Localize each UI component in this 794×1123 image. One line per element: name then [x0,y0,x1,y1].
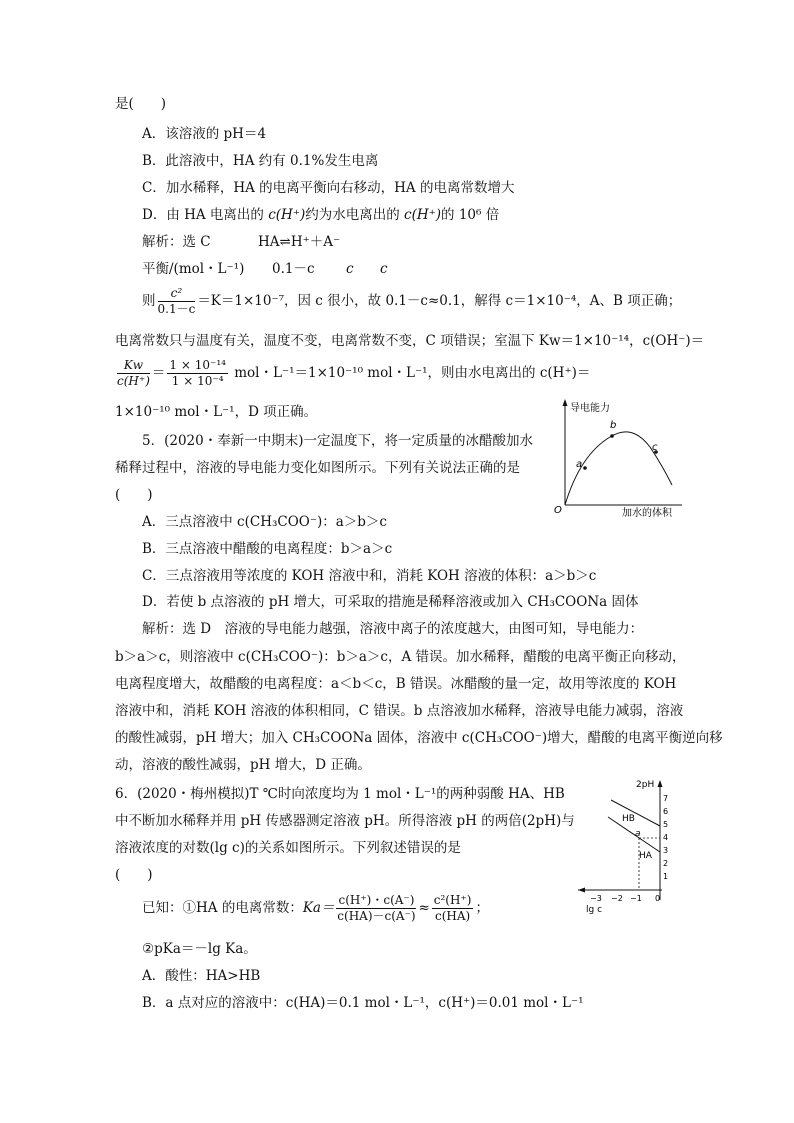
svg-text:3: 3 [663,846,669,855]
calc-fraction: $\frac{\text{c²}}{0.1-c}$ [157,286,196,316]
q6-2ph-figure [578,772,678,920]
svg-text:−2: −2 [611,894,623,903]
q4-option-b: B．此溶液中，HA 约有 0.1%发生电离 [142,153,379,169]
q6-stem-3: 溶液浓度的对数(lg c)的关系如图所示。下列叙述错误的是 [115,840,461,856]
ha-label: HA [639,851,652,861]
ka-approx-fraction: $\frac{\text{c²(H⁺)}}{c(HA)}$ [433,893,472,923]
q5-analysis-2: b＞a＞c，则溶液中 c(CH₃COO⁻)：b＞a＞c，A 错误。加水稀释，醋酸的电离平衡正向移动， [115,649,686,665]
svg-text:2: 2 [663,859,669,868]
q6-known-line: 已知：①HA 的电离常数：Ka＝ $\frac{c(H^+)・c(A^-)}{c(HA)-c(A^-)}$ ≈ $\frac{\text{c²(H⁺)}}{c(HA)}$ ； [142,893,489,923]
ka-fraction: $\frac{c(H^+)・c(A^-)}{c(HA)-c(A^-)}$ [337,893,416,923]
q4-option-d: D．由 HA 电离出的 c(H⁺)约为水电离出的 c(H⁺)的 10⁶ 倍 [142,207,500,223]
q5-stem-2: 稀释过程中，溶液的导电能力变化如图所示。下列有关说法正确的是 [115,460,520,476]
q6-stem-1: 6．(2020・梅州模拟)T ℃时向浓度均为 1 mol・L⁻¹的两种弱酸 HA、HB [115,786,565,802]
q4-line3: $\frac{Kw}{c(H^+)}$ ＝ $\frac{\text{1 × 10⁻¹⁴}}{\text{1 × 10⁻⁴}}$ mol・L⁻¹＝1×10⁻¹⁰ mol・L⁻¹，则由水电离出的 c(H⁺)＝ [117,358,591,388]
q5-analysis-4: 溶液中和，消耗 KOH 溶液的体积相同，C 错误。b 点溶液加水稀释，溶液导电能力减弱，溶液 [115,703,684,719]
q4-eq-value-3: c [380,261,388,277]
svg-text:0: 0 [655,894,661,903]
y-axis-arrow [658,780,663,787]
svg-text:−1: −1 [630,894,642,903]
y-ticks [663,794,668,881]
hb-line [611,800,660,826]
x-axis-arrow [578,888,585,893]
q5-option-c: C．三点溶液用等浓度的 KOH 溶液中和，消耗 KOH 溶液的体积：a＞b＞c [142,568,597,584]
q4-eq-value-2: c [346,261,354,277]
q4-option-c: C．加水稀释，HA 的电离平衡向右移动，HA 的电离常数增大 [142,180,515,196]
q4-line4: 1×10⁻¹⁰ mol・L⁻¹，D 项正确。 [115,404,318,420]
q4-option-a: A．该溶液的 pH＝4 [142,126,267,142]
top-line: 是( ) [115,96,167,112]
q4-equilibrium-label: 平衡/(mol・L⁻¹) [142,261,245,277]
point-c-label: c [652,442,658,453]
point-b [610,434,614,438]
q5-option-d: D．若使 b 点溶液的 pH 增大，可采取的措施是稀释溶液或加入 CH₃COONa 固体 [142,594,639,610]
value-fraction: $\frac{\text{1 × 10⁻¹⁴}}{\text{1 × 10⁻⁴}}$ [169,358,226,388]
q4-equation: HA⇌H⁺＋A⁻ [258,234,341,250]
q6-stem-2: 中不断加水稀释并用 pH 传感器测定溶液 pH。所得溶液 pH 的两倍(2pH)与 [115,813,575,829]
q6-stem-4: ( ) [115,867,153,883]
origin-label: O [554,505,562,516]
svg-text:6: 6 [663,807,669,816]
q5-option-a: A．三点溶液中 c(CH₃COO⁻)：a＞b＞c [142,514,387,530]
q4-eq-value-1: 0.1－c [272,261,315,277]
q5-analysis-6: 动，溶液的酸性减弱，pH 增大，D 正确。 [115,757,371,773]
point-a-label: a [635,829,641,839]
q5-stem-1: 5．(2020・奉新一中期末)一定温度下，将一定质量的冰醋酸加水 [142,433,533,449]
svg-text:7: 7 [663,794,669,803]
q5-analysis-1: 解析：选 D 溶液的导电能力越强，溶液中离子的浓度越大，由图可知，导电能力： [142,621,644,637]
q5-analysis-5: 的酸性减弱，pH 增大；加入 CH₃COONa 固体，溶液中 c(CH₃COO⁻)增大，醋酸的电离平衡逆向移 [115,730,723,746]
q4-line2: 电离常数只与温度有关，温度不变，电离常数不变，C 项错误；室温下 Kw＝1×10⁻¹⁴，c(OH⁻)＝ [115,333,705,349]
svg-text:−3: −3 [590,894,602,903]
q5-stem-3: ( ) [115,487,153,503]
y-axis-label: 2pH [636,780,655,790]
y-axis-arrow [563,399,568,406]
q5-conductivity-figure [552,395,687,520]
x-axis-label: 加水的体积 [622,508,672,519]
kw-fraction: $\frac{Kw}{c(H^+)}$ [117,358,150,388]
point-b-label: b [610,420,617,431]
q4-analysis-head: 解析：选 C [142,234,211,250]
y-axis-label: 导电能力 [570,403,610,414]
q4-calc-line: 则 $\frac{\text{c²}}{0.1-c}$ ＝K＝1×10⁻⁷，因 c 很小，故 0.1－c≈0.1，解得 c＝1×10⁻⁴，A、B 项正确； [142,286,682,316]
x-ticks [590,894,660,903]
q6-pka-line: ②pKa＝－lg Ka。 [142,941,257,957]
point-a-label: a [576,459,583,470]
x-axis-label: lg c [586,905,603,915]
q5-analysis-3: 电离程度增大，故醋酸的电离程度：a＜b＜c，B 错误。冰醋酸的量一定，故用等浓度的 KOH [115,676,677,692]
hb-label: HB [622,814,635,824]
point-a [583,466,587,470]
q5-option-b: B．三点溶液中醋酸的电离程度：b＞a＞c [142,541,393,557]
svg-text:1: 1 [663,872,669,881]
q6-option-b: B．a 点对应的溶液中：c(HA)＝0.1 mol・L⁻¹，c(H⁺)＝0.01 mol・L⁻¹ [142,995,584,1011]
q6-option-a: A．酸性：HA>HB [142,968,261,984]
svg-text:5: 5 [663,820,669,829]
svg-text:4: 4 [663,833,669,842]
